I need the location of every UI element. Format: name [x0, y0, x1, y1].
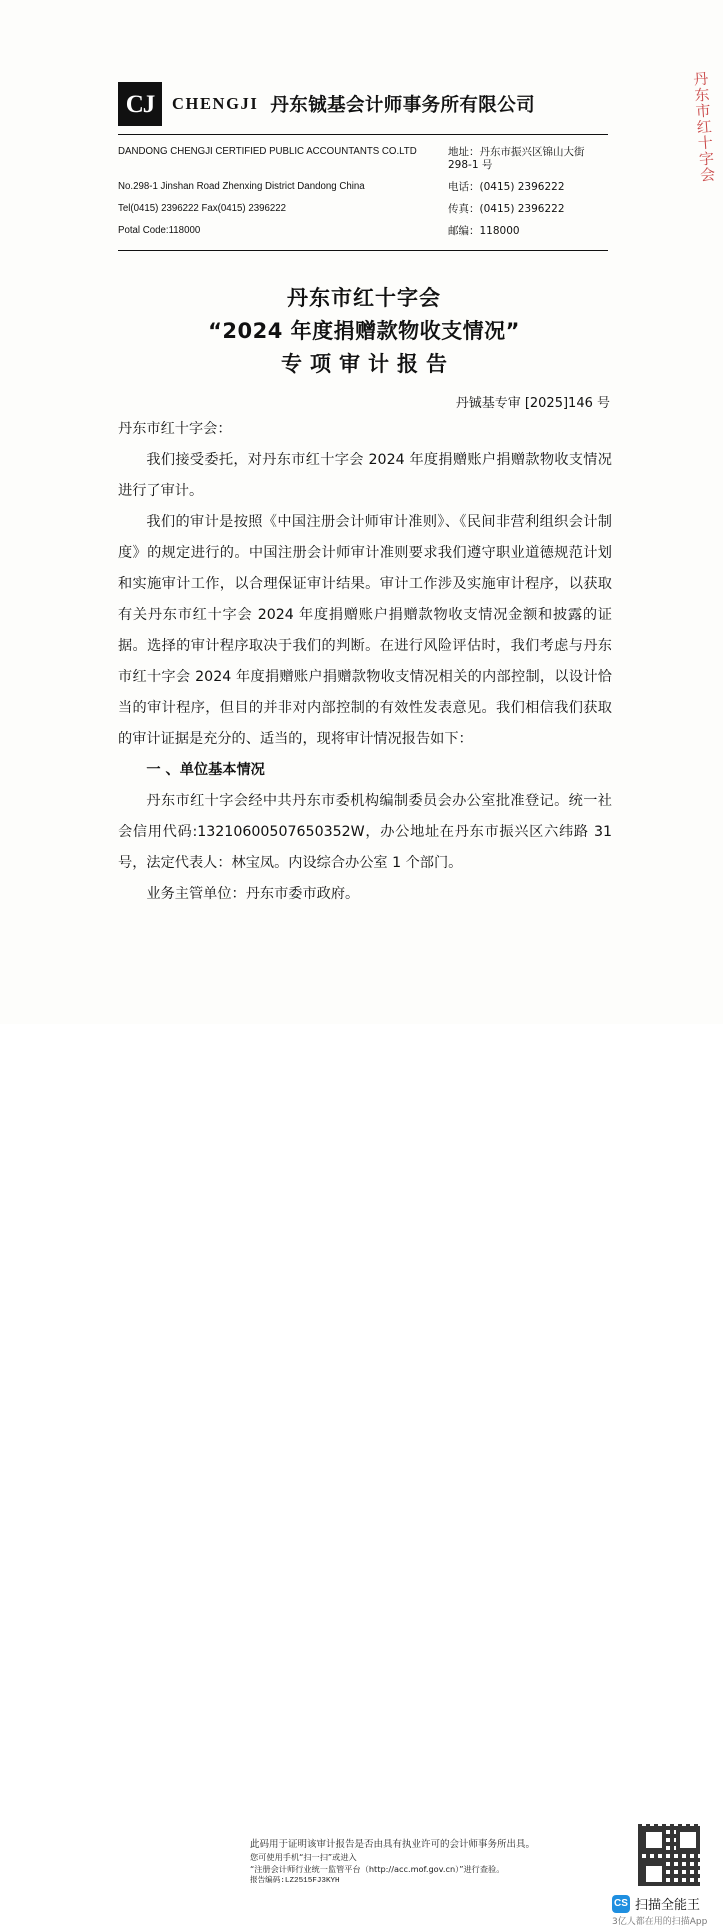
letterhead-title-row — [118, 82, 608, 132]
scan-app-tagline: 3亿人都在用的扫描App — [612, 1917, 708, 1927]
addressee: 丹东市红十字会： — [118, 421, 232, 437]
camscanner-logo-icon: CS — [612, 1895, 630, 1913]
letterhead-line-4-right — [448, 225, 608, 238]
title-line-1: 丹东市红十字会 — [287, 286, 441, 310]
document-number: 丹铖基专审 [2025]146 号 — [455, 396, 610, 411]
letterhead-line-1 — [118, 141, 608, 176]
letterhead-line-3-left: Tel(0415) 2396222 Fax(0415) 2396222 — [118, 202, 287, 214]
address-label: 地址： — [448, 145, 480, 158]
qr-code-icon[interactable] — [638, 1824, 700, 1886]
company-logo-icon: CJ — [118, 82, 162, 126]
phone-label: 电话： — [448, 180, 480, 193]
footer-note-line-3: “注册会计师行业统一监管平台（http://acc.mof.gov.cn）”进行查验。 — [250, 1863, 505, 1874]
postcode-value: 118000 — [479, 225, 520, 237]
letterhead-line-4 — [118, 221, 608, 243]
letterhead — [118, 82, 608, 251]
title-line-2: “2024 年度捐赠款物收支情况” — [208, 318, 520, 343]
paragraph-1: 我们接受委托，对丹东市红十字会 2024 年度捐赠账户捐赠款物收支情况进行了审计。 — [118, 452, 612, 499]
letterhead-line-1-left: DANDONG CHENGJI CERTIFIED PUBLIC ACCOUNTANTS CO.LTD — [118, 145, 417, 157]
footer — [0, 906, 723, 1927]
paragraph-3: 丹东市红十字会经中共丹东市委机构编制委员会办公室批准登记。统一社会信用代码:13210600507650352W，办公地址在丹东市振兴区六纬路 31 号，法定代表人：林宝凤。内设综合办公室 1 个部门。 — [118, 793, 612, 871]
scan-app-name: 扫描全能王 — [635, 1898, 701, 1913]
company-name-cn: 丹东铖基会计师事务所有限公司 — [270, 95, 535, 116]
postcode-label: 邮编： — [448, 225, 480, 237]
fax-value: (0415) 2396222 — [479, 202, 565, 215]
paragraph-4: 业务主管单位：丹东市委市政府。 — [146, 886, 360, 902]
letterhead-line-3-right — [448, 203, 608, 216]
footer-note-line-1: 此码用于证明该审计报告是否由具有执业许可的会计师事务所出具。 — [250, 1839, 536, 1850]
letterhead-line-4-left: Potal Code:118000 — [118, 225, 201, 236]
section-heading-1: 一 、单位基本情况 — [146, 762, 265, 778]
letterhead-rule-bottom — [118, 250, 608, 251]
letterhead-line-3 — [118, 198, 608, 220]
title-line-3: 专项审计报告 — [281, 352, 455, 377]
red-seal-stamp: 丹东市红十字会 — [690, 70, 717, 184]
phone-value: (0415) 2396222 — [479, 180, 565, 193]
letterhead-line-2-left: No.298-1 Jinshan Road Zhenxing District Dandong China — [118, 180, 365, 192]
letterhead-line-2-right — [448, 181, 608, 194]
footer-verification-note — [250, 1838, 620, 1887]
address-value: 丹东市振兴区锦山大街 298-1 号 — [448, 145, 585, 171]
scan-app-watermark — [612, 1894, 700, 1913]
letterhead-rule-top — [118, 134, 608, 135]
footer-note-line-2: 您可使用手机“扫一扫”或进入 — [250, 1851, 357, 1862]
document-body — [118, 414, 612, 910]
letterhead-line-1-right — [448, 146, 608, 172]
company-name-en: CHENGJI — [172, 94, 259, 113]
footer-note-line-4: 报告编码:LZ2515FJ3KYH — [250, 1876, 340, 1885]
page-title — [118, 283, 610, 383]
fax-label: 传真： — [448, 202, 480, 215]
letterhead-line-2 — [118, 176, 608, 198]
paragraph-2: 我们的审计是按照《中国注册会计师审计准则》、《民间非营利组织会计制度》的规定进行的。中国注册会计师审计准则要求我们遵守职业道德规范计划和实施审计工作，以合理保证审计结果。审计工作涉及实施审计程序，以获取有关丹东市红十字会 2024 年度捐赠账户捐赠款物收支情况金额和披露的证据。选择的审计程序取决于我们的判断。在进行风险评估时，我们考虑与丹东市红十字会 2024 年度捐赠账户捐赠款物收支情况相关的内部控制，以设计恰当的审计程序，但目的并非对内部控制的有效性发表意见。我们相信我们获取的审计证据是充分的、适当的，现将审计情况报告如下： — [118, 514, 612, 747]
